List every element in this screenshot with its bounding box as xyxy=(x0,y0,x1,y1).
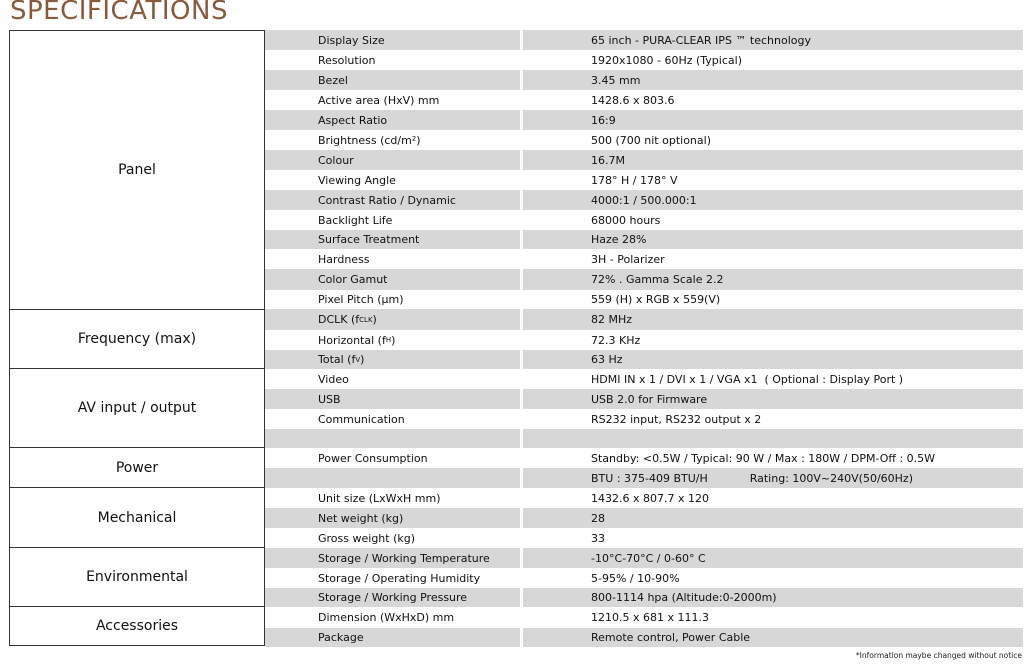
table-row xyxy=(265,607,1023,628)
spec-label: Active area (HxV) mm xyxy=(305,90,520,110)
spec-label: DCLK (f CLK ) xyxy=(305,309,520,330)
category-label: Power xyxy=(115,459,159,476)
spec-label: Gross weight (kg) xyxy=(305,528,520,548)
table-row xyxy=(265,508,1023,528)
spec-label: Aspect Ratio xyxy=(305,110,520,130)
spec-value: 3H - Polarizer xyxy=(523,249,1023,269)
spec-label: Communication xyxy=(305,409,520,429)
spec-value: 1210.5 x 681 x 111.3 xyxy=(523,607,1023,628)
spec-value: 65 inch - PURA-CLEAR IPS ™ technology xyxy=(523,30,1023,50)
spec-label: Contrast Ratio / Dynamic xyxy=(305,190,520,210)
table-row xyxy=(265,70,1023,90)
table-row xyxy=(265,488,1023,508)
spec-value: 1432.6 x 807.7 x 120 xyxy=(523,488,1023,508)
category-label: Frequency (max) xyxy=(77,331,197,347)
spec-label: Resolution xyxy=(305,50,520,70)
category-environmental xyxy=(9,547,265,607)
table-row xyxy=(265,468,1023,488)
spec-label: Colour xyxy=(305,150,520,170)
spec-value: Haze 28% xyxy=(523,230,1023,249)
spec-value: 500 (700 nit optional) xyxy=(523,130,1023,150)
spec-label: Net weight (kg) xyxy=(305,508,520,528)
spec-value: 72% . Gamma Scale 2.2 xyxy=(523,269,1023,290)
category-label: AV input / output xyxy=(77,400,197,416)
spec-label: Total (f V ) xyxy=(305,350,520,369)
spec-label: Storage / Operating Humidity xyxy=(305,568,520,588)
table-row xyxy=(265,130,1023,150)
category-power xyxy=(9,447,265,488)
spec-label: Video xyxy=(305,369,520,389)
spec-label: Backlight Life xyxy=(305,210,520,230)
spec-label: Power Consumption xyxy=(305,448,520,468)
table-row xyxy=(265,429,1023,448)
spec-label: Pixel Pitch (µm) xyxy=(305,290,520,309)
table-row xyxy=(265,90,1023,110)
spec-label xyxy=(305,429,520,448)
spec-value: 28 xyxy=(523,508,1023,528)
category-mechanical xyxy=(9,487,265,548)
category-frequency xyxy=(9,309,265,369)
table-row xyxy=(265,369,1023,389)
spec-value: 33 xyxy=(523,528,1023,548)
spec-value: 800-1114 hpa (Altitude:0-2000m) xyxy=(523,588,1023,607)
category-label: Environmental xyxy=(86,569,188,585)
spec-label: Dimension (WxHxD) mm xyxy=(305,607,520,628)
spec-label: Brightness (cd/m²) xyxy=(305,130,520,150)
spec-value: 559 (H) x RGB x 559(V) xyxy=(523,290,1023,309)
footnote: *Information maybe changed without notice xyxy=(855,651,1022,660)
spec-value: 82 MHz xyxy=(523,309,1023,330)
category-label: Accessories xyxy=(95,618,179,634)
table-row xyxy=(265,350,1023,369)
table-row xyxy=(265,409,1023,429)
category-av-io xyxy=(9,368,265,448)
spec-label: Hardness xyxy=(305,249,520,269)
spec-value: 1920x1080 - 60Hz (Typical) xyxy=(523,50,1023,70)
table-row xyxy=(265,190,1023,210)
spec-label: Storage / Working Temperature xyxy=(305,548,520,568)
category-label: Mechanical xyxy=(97,509,177,526)
spec-value: USB 2.0 for Firmware xyxy=(523,389,1023,409)
spec-value: 4000:1 / 500.000:1 xyxy=(523,190,1023,210)
spec-label: Horizontal (f H ) xyxy=(305,330,520,350)
spec-label: Color Gamut xyxy=(305,269,520,290)
spec-label: Bezel xyxy=(305,70,520,90)
spec-label: Viewing Angle xyxy=(305,170,520,190)
table-row xyxy=(265,290,1023,309)
table-row xyxy=(265,588,1023,607)
spec-value: HDMI IN x 1 / DVI x 1 / VGA x1 ( Optional : Display Port ) xyxy=(523,369,1023,389)
spec-label: Unit size (LxWxH mm) xyxy=(305,488,520,508)
spec-label: USB xyxy=(305,389,520,409)
category-label: Panel xyxy=(118,162,156,178)
spec-label: Surface Treatment xyxy=(305,230,520,249)
spec-value: 1428.6 x 803.6 xyxy=(523,90,1023,110)
table-row xyxy=(265,50,1023,70)
spec-value: Standby: <0.5W / Typical: 90 W / Max : 180W / DPM-Off : 0.5W xyxy=(523,448,1023,468)
table-row xyxy=(265,330,1023,350)
spec-value: -10°C-70°C / 0-60° C xyxy=(523,548,1023,568)
category-panel xyxy=(9,30,265,310)
spec-label: Display Size xyxy=(305,30,520,50)
category-accessories xyxy=(9,606,265,646)
spec-label: Package xyxy=(305,628,520,647)
table-row xyxy=(265,110,1023,130)
table-row xyxy=(265,309,1023,330)
spec-value: 16.7M xyxy=(523,150,1023,170)
page-title: SPECIFICATIONS xyxy=(10,0,228,26)
table-row xyxy=(265,249,1023,269)
spec-value: 178° H / 178° V xyxy=(523,170,1023,190)
table-row xyxy=(265,150,1023,170)
table-row xyxy=(265,548,1023,568)
table-row xyxy=(265,568,1023,588)
table-row xyxy=(265,448,1023,468)
spec-value: 68000 hours xyxy=(523,210,1023,230)
spec-value: 72.3 KHz xyxy=(523,330,1023,350)
table-row xyxy=(265,269,1023,290)
spec-value: RS232 input, RS232 output x 2 xyxy=(523,409,1023,429)
table-row xyxy=(265,389,1023,409)
spec-label: Storage / Working Pressure xyxy=(305,588,520,607)
spec-label xyxy=(305,468,520,488)
spec-value: 63 Hz xyxy=(523,350,1023,369)
table-row xyxy=(265,528,1023,548)
table-row xyxy=(265,628,1023,647)
spec-value: 3.45 mm xyxy=(523,70,1023,90)
spec-value: 16:9 xyxy=(523,110,1023,130)
spec-value xyxy=(523,429,1023,448)
table-row xyxy=(265,210,1023,230)
table-row xyxy=(265,230,1023,249)
table-row xyxy=(265,30,1023,50)
spec-value: BTU : 375-409 BTU/H Rating: 100V~240V(50/60Hz) xyxy=(523,468,1023,488)
spec-value: 5-95% / 10-90% xyxy=(523,568,1023,588)
table-row xyxy=(265,170,1023,190)
spec-value: Remote control, Power Cable xyxy=(523,628,1023,647)
